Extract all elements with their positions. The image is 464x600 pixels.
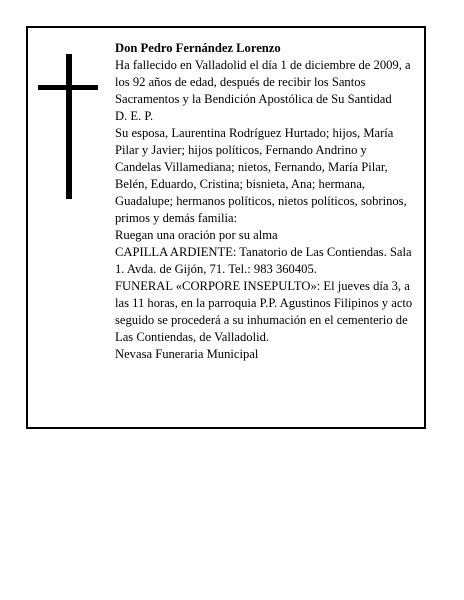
family-list: Su esposa, Laurentina Rodríguez Hurtado; hijos, María Pilar y Javier; hijos políticos, Fernando Andrino y Candelas Villamediana; nietos, Fernando, María Pilar, Belén, Eduardo, Cristina; bisnieta, Ana; hermana, Guadalupe; hermanos políticos, nietos políticos, sobrinos, primos y demás familia: (115, 126, 407, 225)
obituary-notice (26, 26, 426, 429)
death-statement: Ha fallecido en Valladolid el día 1 de diciembre de 2009, a los 92 años de edad, después de recibir los Santos Sacramentos y la Bendición Apostólica de Su Santidad (115, 58, 411, 106)
funeral-info: FUNERAL «CORPORE INSEPULTO»: El jueves día 3, a las 11 horas, en la parroquia P.P. Agustinos Filipinos y acto seguido se procederá a su inhumación en el cementerio de Las Contiendas, de Valladolid. (115, 279, 413, 344)
deceased-name: Don Pedro Fernández Lorenzo (115, 41, 281, 55)
prayer-request: Ruegan una oración por su alma (115, 228, 278, 242)
chapel-info: CAPILLA ARDIENTE: Tanatorio de Las Contiendas. Sala 1. Avda. de Gijón, 71. Tel.: 983 360405. (115, 245, 412, 276)
notice-text (115, 40, 415, 363)
funeral-home: Nevasa Funeraria Municipal (115, 347, 259, 361)
cross-horizontal-bar (38, 85, 98, 90)
cross-icon (28, 28, 128, 228)
dep-text: D. E. P. (115, 109, 154, 123)
cross-vertical-bar (66, 54, 72, 199)
